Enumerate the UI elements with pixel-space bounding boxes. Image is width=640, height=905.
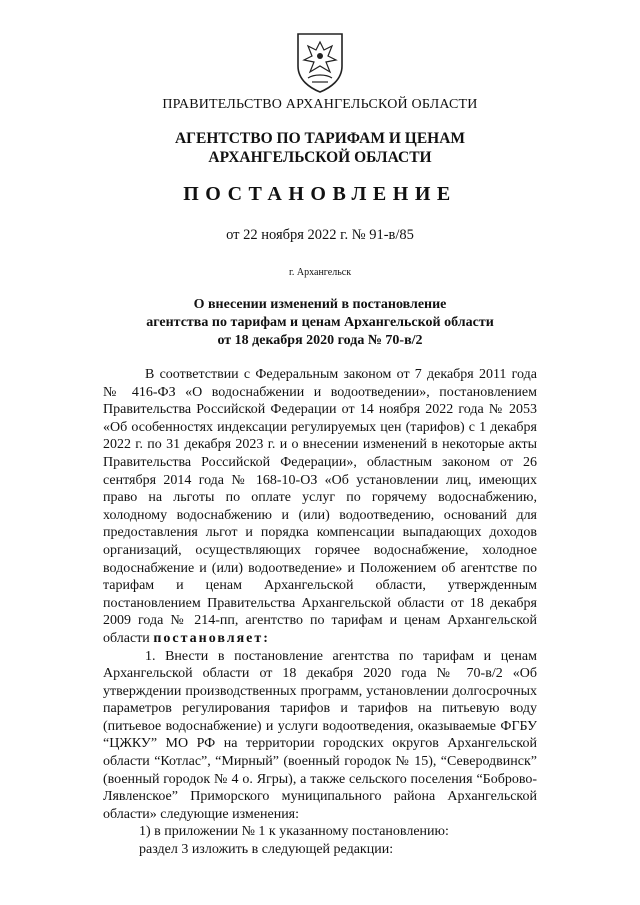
- document-subject: [0, 296, 640, 350]
- subclause-1-paragraph: 1) в приложении № 1 к указанному постановлению:: [139, 824, 449, 840]
- section-3-paragraph: раздел 3 изложить в следующей редакции:: [139, 842, 394, 858]
- document-body: [103, 366, 537, 859]
- subject-line-1: О внесении изменений в постановление: [193, 297, 447, 312]
- agency-name: [0, 129, 640, 167]
- resolves-keyword: постановляет:: [153, 630, 270, 646]
- agency-name-line-1: АГЕНТСТВО ПО ТАРИФАМ И ЦЕНАМ: [174, 130, 466, 147]
- arkhangelsk-coat-of-arms-icon: [294, 30, 346, 94]
- subject-line-2: агентства по тарифам и ценам Архангельской области: [146, 315, 494, 330]
- government-name: ПРАВИТЕЛЬСТВО АРХАНГЕЛЬСКОЙ ОБЛАСТИ: [162, 97, 478, 112]
- subject-line-3: от 18 декабря 2020 года № 70-в/2: [217, 333, 423, 348]
- agency-name-line-2: АРХАНГЕЛЬСКОЙ ОБЛАСТИ: [208, 149, 432, 166]
- document-type-title: ПОСТАНОВЛЕНИЕ: [183, 183, 457, 205]
- preamble-text: В соответствии с Федеральным законом от 7 декабря 2011 года № 416-ФЗ «О водоснабжении и водоотведении», постановлением Правительства Российской Федерации от 14 ноября 2022 года № 2053 «Об особенностях индексации регулируемых цен (тарифов) с 1 декабря 2022 г. по 31 декабря 2023 г. и о внесении изменений в некоторые акты Правительства Российской Федерации», областным законом от 26 сентября 2014 года № 168-10-ОЗ «Об установлении лиц, имеющих право на льготы по оплате услуг по горячему водоснабжению, холодному водоснабжению и (или) водоотведению, оснований для предоставления льгот и порядка компенсации выпадающих доходов организаций, осуществляющих горячее водоснабжение, холодное водоснабжение и (или) водоотведение» и Положением об агентстве по тарифам и ценам Архангельской области, утвержденным постановлением Правительства Архангельской области от 18 декабря 2009 года № 214-пп, агентство по тарифам и ценам Архангельской области: [103, 367, 537, 646]
- clause-1-paragraph: 1. Внести в постановление агентства по тарифам и ценам Архангельской области от 18 декабря 2020 года № 70-в/2 «Об утверждении производственных программ, установлении долгосрочных параметров регулирования тарифов и тарифов на питьевую воду (питьевое водоснабжение) и услуги водоотведения, оказываемые ФГБУ “ЦЖКУ” МО РФ на территории городских округов Архангельской области “Котлас”, “Мирный” (военный городок № 15), “Северодвинск” (военный городок № 4 о. Ягры), а также сельского поселения “Боброво-Лявленское” Приморского муниципального района Архангельской области» следующие изменения:: [103, 648, 537, 822]
- document-city: г. Архангельск: [288, 267, 352, 278]
- preamble-paragraph: [103, 366, 537, 648]
- document-date-number: от 22 ноября 2022 г. № 91-в/85: [226, 227, 414, 243]
